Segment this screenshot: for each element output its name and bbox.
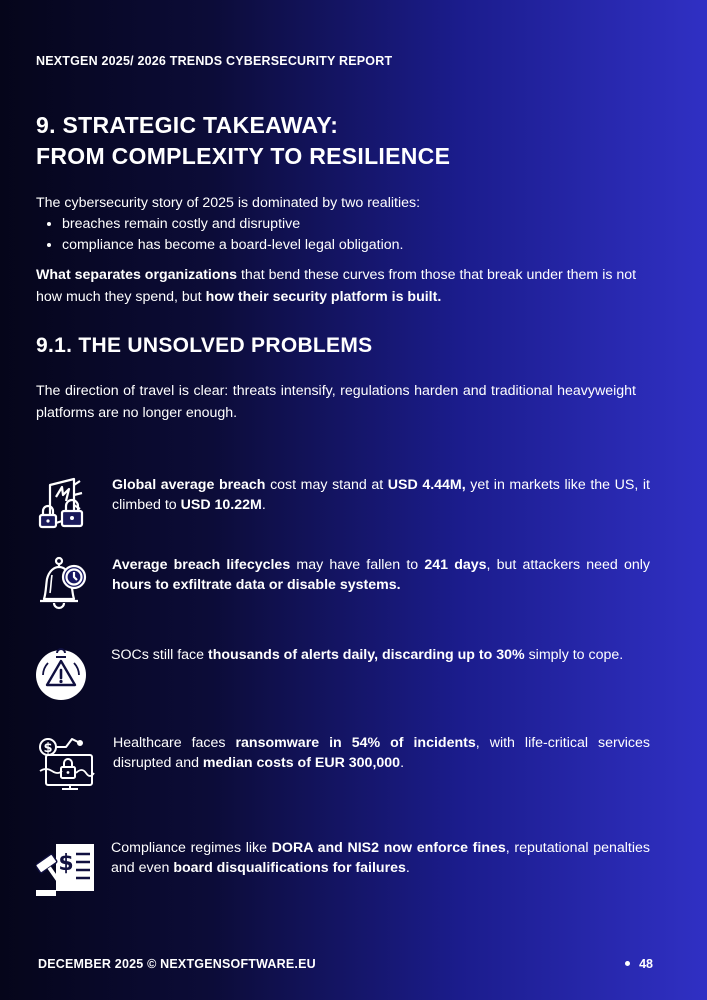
emphasis-bold-lead: What separates organizations — [36, 267, 238, 283]
alarm-clock-icon — [36, 555, 96, 615]
problem-text-bold: USD 4.44M, — [387, 477, 466, 493]
section-title — [36, 110, 450, 172]
problem-text-span: , reputational penalties and even — [111, 840, 650, 876]
problem-text-bold: 241 days — [424, 557, 487, 573]
intro-text: The cybersecurity story of 2025 is dominated by two realities: — [36, 195, 421, 211]
subsection-title: 9.1. THE UNSOLVED PROBLEMS — [36, 334, 373, 357]
problem-text-bold: thousands of alerts daily, discarding up to 30% — [207, 647, 525, 663]
problem-text-bold: Average breach lifecycles — [112, 557, 291, 573]
problem-text-span: may have fallen to — [290, 557, 425, 573]
warning-alert-icon — [34, 645, 94, 705]
problem-text-span: simply to cope. — [524, 647, 624, 663]
problem-text-span: cost may stand at — [265, 477, 388, 493]
svg-text:$: $ — [58, 851, 74, 876]
problem-text — [112, 555, 650, 595]
breach-lock-icon — [36, 475, 96, 535]
problem-text-bold: Global average breach — [112, 477, 266, 493]
problem-item-breach-cost — [36, 475, 650, 539]
bullet-list — [36, 214, 652, 256]
problem-text-span: Compliance regimes like — [111, 840, 272, 856]
problem-text-span: SOCs still face — [111, 647, 208, 663]
footer-copyright: DECEMBER 2025 © NEXTGENSOFTWARE.EU — [38, 957, 316, 971]
problem-text-span: , but attackers need only — [486, 557, 650, 573]
bullet-item: • compliance has become a board-level legal obligation. — [62, 235, 652, 256]
footer-page — [625, 957, 653, 971]
problem-text — [113, 733, 650, 773]
problem-text-bold: DORA and NIS2 now enforce fines — [271, 840, 506, 856]
problem-text-span: yet in markets like the US, it climbed to — [112, 477, 650, 513]
problem-text-span: Healthcare faces — [113, 735, 236, 751]
intro-block — [36, 193, 652, 256]
section-title-line1: 9. STRATEGIC TAKEAWAY: — [36, 112, 339, 138]
problem-text-bold: USD 10.22M — [180, 497, 262, 513]
direction-paragraph: The direction of travel is clear: threats intensify, regulations harden and traditional heavyweight platforms are no longer enough. — [36, 383, 636, 421]
page-number: 48 — [639, 957, 653, 971]
problem-text-bold: median costs of EUR 300,000 — [202, 755, 401, 771]
emphasis-bold-tail: how their security platform is built. — [205, 289, 442, 305]
problem-text — [112, 475, 650, 515]
report-header: NEXTGEN 2025/ 2026 TRENDS CYBERSECURITY REPORT — [36, 54, 393, 68]
problem-item-breach-lifecycle — [36, 555, 650, 619]
problem-text-bold: hours to exfiltrate data or disable systems. — [112, 577, 401, 593]
bullet-dot — [625, 961, 630, 966]
problem-text-bold: board disqualifications for failures — [173, 860, 406, 876]
section-title-line2: FROM COMPLEXITY TO RESILIENCE — [36, 143, 451, 169]
ransomware-monitor-icon — [36, 733, 96, 793]
bullet-item: • breaches remain costly and disruptive — [62, 214, 652, 235]
problem-text-span: . — [405, 860, 410, 876]
svg-text:$: $ — [43, 741, 53, 756]
problem-text-bold: ransomware in 54% of incidents — [235, 735, 476, 751]
problem-item-healthcare-ransomware — [36, 733, 650, 797]
problem-text-span: , with life-critical services disrupted and — [113, 735, 651, 771]
problem-item-soc-alerts — [36, 645, 650, 709]
problem-text — [111, 645, 650, 665]
problem-text-span: . — [261, 497, 266, 513]
emphasis-body: that bend these curves from those that break under them is not how much they spend, but — [36, 267, 637, 305]
emphasis-paragraph — [36, 264, 652, 308]
problem-text-span: . — [400, 755, 405, 771]
problem-text — [111, 838, 650, 878]
gavel-fine-icon — [36, 838, 96, 898]
problem-item-compliance-fines — [36, 838, 650, 902]
